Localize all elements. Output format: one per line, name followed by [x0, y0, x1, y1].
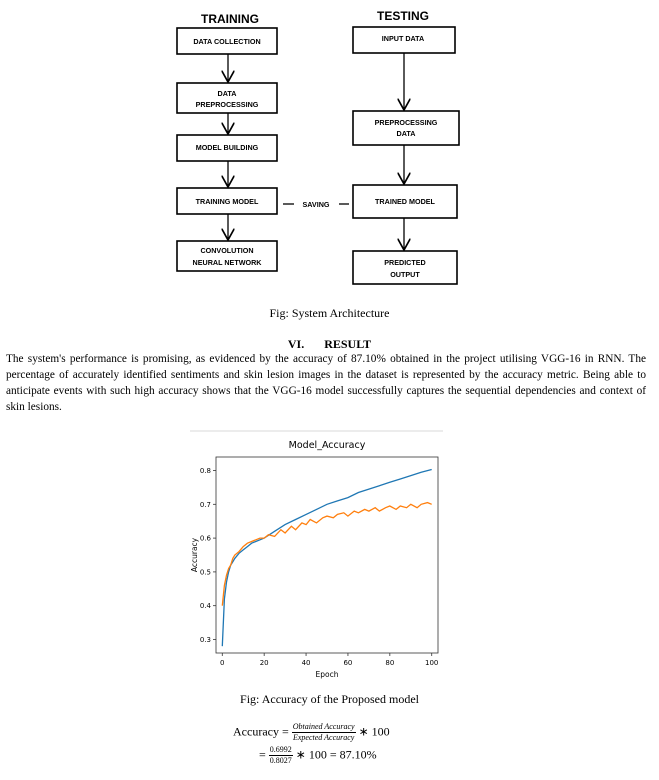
node-output: OUTPUT — [390, 270, 420, 279]
section-number: VI. — [287, 337, 305, 351]
result-paragraph: The system's performance is promising, as evidenced by the accuracy of 87.10% obtained in the project utilising VGG-16 in RNN. The percentage of accurately identified sentiments and skin lesion images in the dataset is represented by the accuracy metric. Being able to anticipate events with such high accuracy shows that the VGG-16 model successfully captures the sequential dependencies and context of skin lesions. — [6, 353, 646, 413]
x-tick-label: 40 — [301, 659, 311, 667]
node-data-t: DATA — [396, 129, 416, 138]
y-tick-label: 0.8 — [199, 467, 211, 476]
series-line-2 — [222, 503, 431, 606]
node-training-model: TRAINING MODEL — [195, 197, 259, 206]
plot-frame — [216, 457, 438, 653]
node-neural-network: NEURAL NETWORK — [192, 258, 262, 267]
node-preprocessing-t: PREPROCESSING — [374, 118, 438, 127]
node-convolution: CONVOLUTION — [200, 246, 254, 255]
value-denominator: 0.8027 — [269, 756, 292, 765]
system-architecture-diagram — [0, 0, 659, 300]
node-preprocessing: PREPROCESSING — [195, 100, 259, 109]
equation-line-2 — [259, 745, 377, 766]
figure-caption-accuracy: Fig: Accuracy of the Proposed model — [240, 692, 419, 706]
accuracy-chart — [188, 430, 448, 686]
section-title: RESULT — [324, 337, 372, 351]
node-trained-model: TRAINED MODEL — [375, 197, 435, 206]
section-heading — [0, 337, 659, 352]
fraction-values — [269, 745, 293, 766]
equation-equals: = — [259, 747, 266, 762]
y-tick-label: 0.3 — [199, 635, 211, 644]
value-numerator: 0.6992 — [269, 745, 292, 754]
fraction-numerator: Obtained Accuracy — [292, 722, 355, 731]
y-tick-label: 0.6 — [199, 534, 211, 543]
fraction-denominator: Expected Accuracy — [292, 733, 355, 742]
x-tick-label: 60 — [343, 659, 353, 667]
x-tick-label: 20 — [259, 659, 269, 667]
x-axis-label: Epoch — [315, 670, 339, 679]
fraction-accuracy — [292, 722, 356, 743]
node-data: DATA — [217, 89, 237, 98]
node-model-building: MODEL BUILDING — [195, 143, 259, 152]
node-data-collection: DATA COLLECTION — [193, 37, 261, 46]
saving-label: SAVING — [302, 200, 330, 209]
node-input-data: INPUT DATA — [381, 34, 425, 43]
x-tick-label: 80 — [385, 659, 395, 667]
equation-line-1 — [233, 722, 390, 743]
box-predicted-output — [353, 251, 457, 284]
y-tick-label: 0.4 — [199, 602, 211, 611]
training-heading: TRAINING — [201, 12, 259, 26]
box-preprocessing-data — [353, 111, 459, 145]
x-tick-label: 0 — [220, 659, 225, 667]
testing-heading: TESTING — [376, 9, 430, 23]
y-axis-label: Accuracy — [190, 537, 199, 573]
y-tick-label: 0.7 — [199, 500, 211, 509]
y-tick-label: 0.5 — [199, 568, 211, 577]
node-predicted: PREDICTED — [384, 258, 426, 267]
series-line-1 — [222, 470, 431, 647]
figure-caption-architecture: Fig: System Architecture — [269, 306, 390, 320]
equation-lhs: Accuracy = — [233, 724, 289, 739]
x-tick-label: 100 — [425, 659, 439, 667]
equation-result: ∗ 100 = 87.10% — [295, 747, 377, 762]
equation-multiplier: ∗ 100 — [358, 724, 390, 739]
chart-title: Model_Accuracy — [288, 440, 366, 451]
